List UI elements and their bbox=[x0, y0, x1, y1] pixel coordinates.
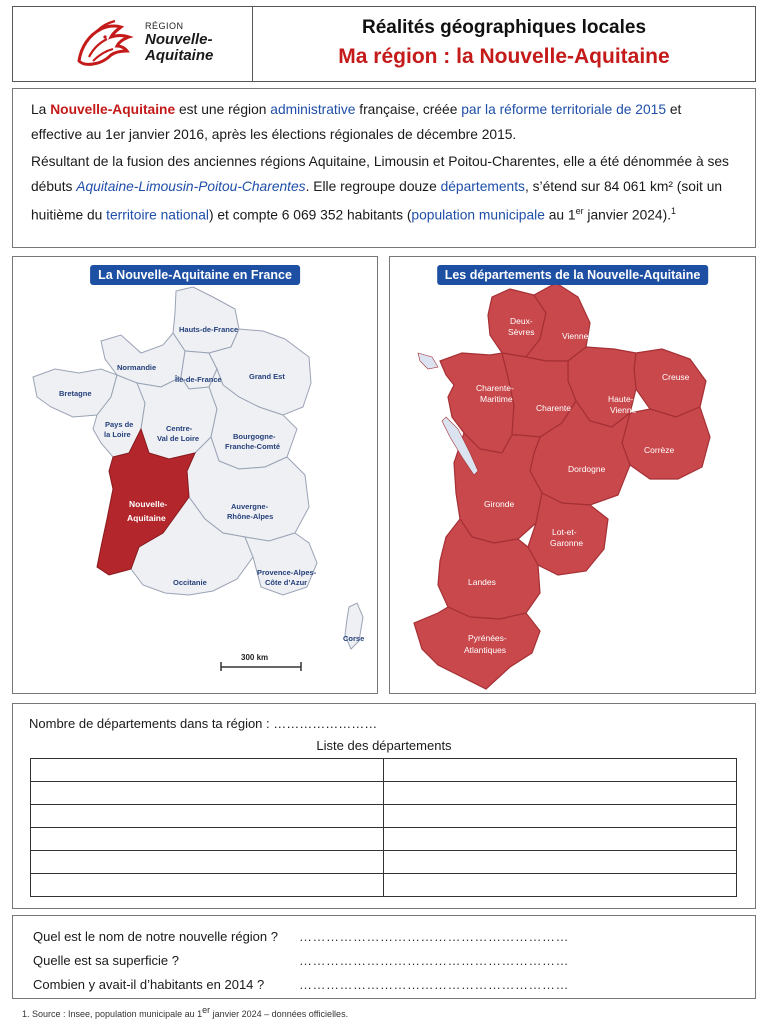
superscript: er bbox=[575, 206, 584, 216]
answer-cell[interactable] bbox=[384, 759, 737, 782]
label-paca-1: Provence-Alpes- bbox=[257, 568, 317, 577]
page-header bbox=[12, 6, 756, 82]
region-name: Nouvelle-Aquitaine bbox=[50, 102, 176, 117]
label-creuse: Creuse bbox=[662, 372, 690, 382]
answer-field[interactable]: …………………………………………………… bbox=[299, 928, 569, 944]
label-hv-2: Vienne bbox=[610, 405, 637, 415]
label-landes: Landes bbox=[468, 577, 496, 587]
departments-exercise bbox=[12, 703, 756, 909]
question-text: Quel est le nom de notre nouvelle région ? bbox=[33, 928, 278, 944]
label-pa-2: Atlantiques bbox=[464, 645, 507, 655]
title-box bbox=[253, 7, 755, 81]
label-bretagne: Bretagne bbox=[59, 389, 92, 398]
text: française, créée bbox=[355, 102, 462, 117]
answer-field[interactable]: …………………………………………………… bbox=[299, 952, 569, 968]
label-ds-1: Deux- bbox=[510, 316, 533, 326]
label-pdl-1: Pays de bbox=[105, 420, 134, 429]
france-map-title: La Nouvelle-Aquitaine en France bbox=[90, 265, 300, 285]
label-ara-2: Rhône-Alpes bbox=[227, 512, 274, 521]
text: au 1 bbox=[544, 207, 576, 223]
footnote-sup: er bbox=[202, 1005, 211, 1015]
question-row bbox=[33, 972, 755, 996]
link-administrative[interactable]: administrative bbox=[270, 102, 356, 117]
list-title: Liste des départements bbox=[316, 738, 452, 753]
text: janvier 2024). bbox=[583, 207, 672, 223]
dept-creuse[interactable] bbox=[634, 349, 706, 417]
label-dordogne: Dordogne bbox=[568, 464, 606, 474]
region-logo bbox=[13, 7, 253, 81]
france-map bbox=[13, 257, 379, 695]
label-vienne: Vienne bbox=[562, 331, 589, 341]
label-lg-1: Lot-et- bbox=[552, 527, 577, 537]
intro-text-box bbox=[12, 88, 756, 248]
footnote-ref[interactable]: 1 bbox=[671, 206, 677, 216]
footnote-text: janvier 2024 – données officielles. bbox=[210, 1009, 349, 1019]
question-row bbox=[33, 948, 755, 972]
question-text: Combien y avait-il d’habitants en 2014 ? bbox=[33, 976, 265, 992]
link-population[interactable]: population municipale bbox=[411, 207, 545, 223]
answer-cell[interactable] bbox=[384, 805, 737, 828]
answer-cell[interactable] bbox=[31, 782, 384, 805]
label-charente: Charente bbox=[536, 403, 571, 413]
label-grand-est: Grand Est bbox=[249, 372, 285, 381]
count-answer-field[interactable]: …………………… bbox=[273, 716, 378, 731]
text: . Elle regroupe douze bbox=[305, 179, 441, 194]
departments-map-title: Les départements de la Nouvelle-Aquitaine bbox=[437, 265, 709, 285]
answer-cell[interactable] bbox=[31, 851, 384, 874]
intro-paragraph-2 bbox=[31, 149, 735, 228]
label-ds-2: Sèvres bbox=[508, 327, 535, 337]
label-cm-1: Charente- bbox=[476, 383, 514, 393]
link-reforme[interactable]: par la réforme territoriale de 2015 bbox=[461, 102, 666, 117]
table-row bbox=[31, 805, 737, 828]
answer-cell[interactable] bbox=[384, 828, 737, 851]
departments-count-question bbox=[29, 716, 377, 731]
page-title: Réalités géographiques locales bbox=[361, 17, 647, 38]
label-occitanie: Occitanie bbox=[173, 578, 207, 587]
france-map-panel bbox=[12, 256, 378, 694]
questions-box bbox=[12, 915, 756, 999]
text: est une région bbox=[175, 102, 271, 117]
label-bfc-1: Bourgogne- bbox=[233, 432, 276, 441]
link-old-name[interactable]: Aquitaine-Limousin-Poitou-Charentes bbox=[76, 179, 306, 194]
text: ) et compte 6 069 352 habitants ( bbox=[208, 207, 412, 223]
answer-cell[interactable] bbox=[31, 828, 384, 851]
link-territoire[interactable]: territoire national bbox=[106, 207, 209, 223]
table-row bbox=[31, 782, 737, 805]
text: Résultant de la fusion des anciennes régions Aquitaine, Limousin et Poitou-Charentes, elle a été dénommée à ses débuts bbox=[31, 154, 729, 194]
question-row bbox=[33, 924, 755, 948]
table-row bbox=[31, 851, 737, 874]
scale-bar bbox=[221, 653, 301, 671]
ile-de-re bbox=[418, 353, 438, 369]
lion-logo-icon bbox=[71, 17, 141, 69]
label-hdf: Hauts-de-France bbox=[179, 325, 239, 334]
label-lg-2: Garonne bbox=[550, 538, 584, 548]
label-cvl-2: Val de Loire bbox=[157, 434, 200, 443]
label-ara-1: Auvergne- bbox=[231, 502, 269, 511]
label-gironde: Gironde bbox=[484, 499, 515, 509]
scale-label: 300 km bbox=[241, 653, 269, 662]
logo-line-2: Aquitaine bbox=[145, 47, 214, 64]
count-label: Nombre de départements dans ta région : bbox=[29, 716, 274, 731]
label-hv-1: Haute- bbox=[608, 394, 634, 404]
region-hauts-de-france[interactable] bbox=[173, 287, 239, 353]
label-cvl-1: Centre- bbox=[166, 424, 193, 433]
label-normandie: Normandie bbox=[117, 363, 157, 372]
label-bfc-2: Franche-Comté bbox=[225, 442, 281, 451]
question-text: Quelle est sa superficie ? bbox=[33, 952, 179, 968]
answer-cell[interactable] bbox=[31, 759, 384, 782]
answer-field[interactable]: …………………………………………………… bbox=[299, 976, 569, 992]
answer-cell[interactable] bbox=[31, 805, 384, 828]
answer-cell[interactable] bbox=[384, 782, 737, 805]
label-na-2: Aquitaine bbox=[127, 513, 166, 523]
label-pa-1: Pyrénées- bbox=[468, 633, 507, 643]
text: La bbox=[31, 102, 51, 117]
text: , s’étend sur 84 061 km² (soit un huitième du bbox=[31, 179, 723, 223]
label-correze: Corrèze bbox=[644, 445, 675, 455]
answer-cell[interactable] bbox=[384, 851, 737, 874]
link-departements[interactable]: départements bbox=[440, 179, 525, 194]
dept-correze[interactable] bbox=[622, 407, 710, 479]
departments-table bbox=[30, 758, 737, 897]
footnote-text: 1. Source : Insee, population municipale au 1 bbox=[22, 1009, 203, 1019]
logo-line-1: Nouvelle- bbox=[145, 31, 213, 48]
table-row bbox=[31, 828, 737, 851]
label-idf: Île-de-France bbox=[175, 375, 222, 384]
label-pdl-2: la Loire bbox=[104, 430, 131, 439]
label-paca-2: Côte d’Azur bbox=[265, 578, 308, 587]
departments-map-panel bbox=[389, 256, 756, 694]
table-row bbox=[31, 874, 737, 897]
label-cm-2: Maritime bbox=[480, 394, 513, 404]
intro-paragraph-1 bbox=[31, 97, 735, 147]
label-corse: Corse bbox=[343, 634, 365, 643]
footnote bbox=[22, 1005, 348, 1019]
logo-region-name bbox=[145, 32, 213, 64]
logo-region-label: RÉGION bbox=[145, 21, 184, 31]
departments-map bbox=[390, 257, 757, 695]
answer-cell[interactable] bbox=[384, 874, 737, 897]
page-subtitle: Ma région : la Nouvelle-Aquitaine bbox=[338, 45, 670, 68]
label-na-1: Nouvelle- bbox=[129, 499, 168, 509]
text: et effective au 1er janvier 2016, après les élections régionales de décembre 2015. bbox=[31, 102, 682, 142]
table-row bbox=[31, 759, 737, 782]
answer-cell[interactable] bbox=[31, 874, 384, 897]
